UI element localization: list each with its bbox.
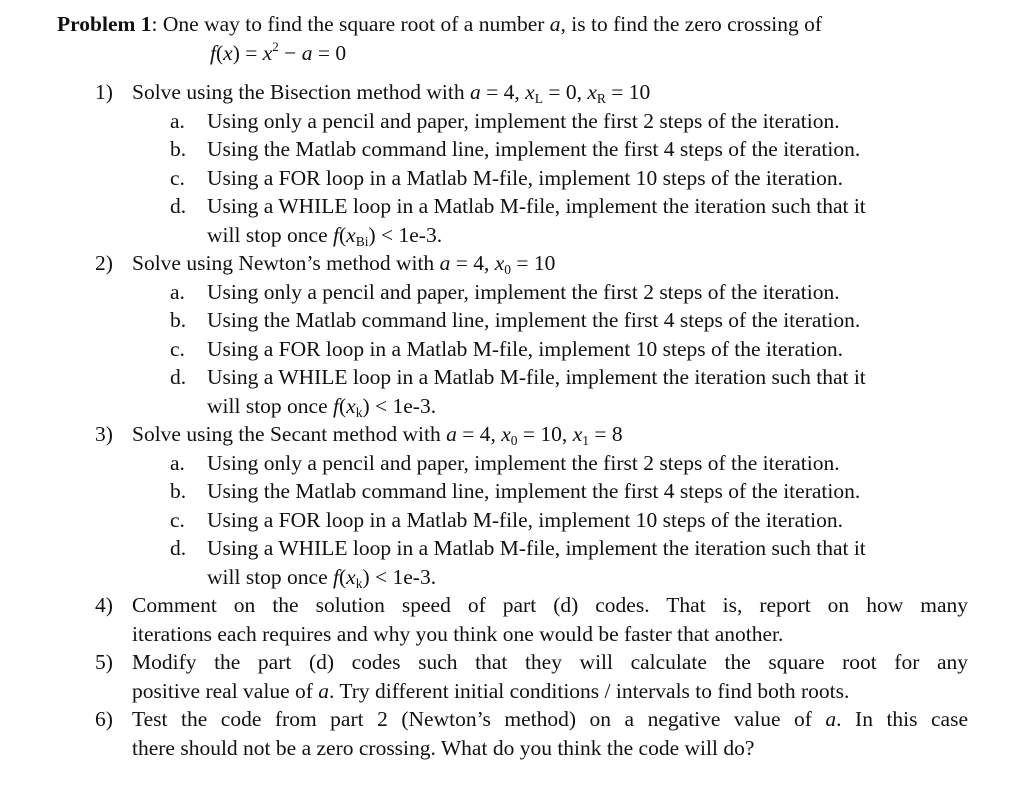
problem-label: Problem 1 <box>57 12 152 36</box>
item-text: Using a WHILE loop in a Matlab M-file, implement the iteration such that it <box>207 194 866 218</box>
item-letter: c. <box>170 337 185 361</box>
item-letter: a. <box>170 109 185 133</box>
item-continuation: will stop once $f(x_k) < 1e-3$. <box>207 565 437 591</box>
item-text: Using a FOR loop in a Matlab M-file, implement 10 steps of the iteration. <box>207 166 843 190</box>
section-heading: Solve using the Bisection method with a = 4, $x_L = 0$, $x_R = 10$ <box>132 80 651 106</box>
section-number: 2) <box>95 251 113 275</box>
section-number: 4) <box>95 593 113 617</box>
item-text: Using the Matlab command line, implement the first 4 steps of the iteration. <box>207 479 861 503</box>
section-text: Modify the part (d) codes such that they will calculate the square root for any <box>132 650 968 674</box>
item-letter: d. <box>170 365 187 389</box>
section-number: 3) <box>95 422 113 446</box>
item-continuation: will stop once $f(x_{Bi}) < 1e-3$. <box>207 223 443 249</box>
item-continuation: will stop once $f(x_k) < 1e-3$. <box>207 394 437 420</box>
item-letter: b. <box>170 137 187 161</box>
item-letter: d. <box>170 536 187 560</box>
item-text: Using the Matlab command line, implement the first 4 steps of the iteration. <box>207 137 861 161</box>
item-text: Using a WHILE loop in a Matlab M-file, implement the iteration such that it <box>207 365 866 389</box>
item-letter: d. <box>170 194 187 218</box>
problem-intro: Problem 1: One way to find the square root of a number a, is to find the zero crossing of <box>57 12 823 36</box>
item-text: Using the Matlab command line, implement the first 4 steps of the iteration. <box>207 308 861 332</box>
item-letter: b. <box>170 308 187 332</box>
section-number: 6) <box>95 707 113 731</box>
item-text: Using only a pencil and paper, implement the first 2 steps of the iteration. <box>207 451 840 475</box>
section-number: 1) <box>95 80 113 104</box>
section-heading: Solve using Newton’s method with a = 4, $x_0 = 10$ <box>132 251 556 277</box>
item-letter: c. <box>170 508 185 532</box>
item-letter: a. <box>170 451 185 475</box>
item-letter: c. <box>170 166 185 190</box>
section-heading: Solve using the Secant method with a = 4, $x_0 = 10$, $x_1 = 8$ <box>132 422 623 448</box>
item-text: Using a FOR loop in a Matlab M-file, implement 10 steps of the iteration. <box>207 508 843 532</box>
section-text: Test the code from part 2 (Newton’s method) on a negative value of a. In this case <box>132 707 969 731</box>
item-letter: a. <box>170 280 185 304</box>
section-text: Comment on the solution speed of part (d) codes. That is, report on how many <box>132 593 968 617</box>
section-number: 5) <box>95 650 113 674</box>
item-text: Using only a pencil and paper, implement the first 2 steps of the iteration. <box>207 280 840 304</box>
item-text: Using only a pencil and paper, implement the first 2 steps of the iteration. <box>207 109 840 133</box>
section-text: there should not be a zero crossing. What do you think the code will do? <box>132 736 755 760</box>
item-text: Using a WHILE loop in a Matlab M-file, implement the iteration such that it <box>207 536 866 560</box>
item-text: Using a FOR loop in a Matlab M-file, implement 10 steps of the iteration. <box>207 337 843 361</box>
equation: $f(x) = x^2 - a = 0$ <box>210 39 347 65</box>
section-text: positive real value of a. Try different initial conditions / intervals to find both roots. <box>132 679 850 703</box>
item-letter: b. <box>170 479 187 503</box>
section-text: iterations each requires and why you think one would be faster that another. <box>132 622 784 646</box>
